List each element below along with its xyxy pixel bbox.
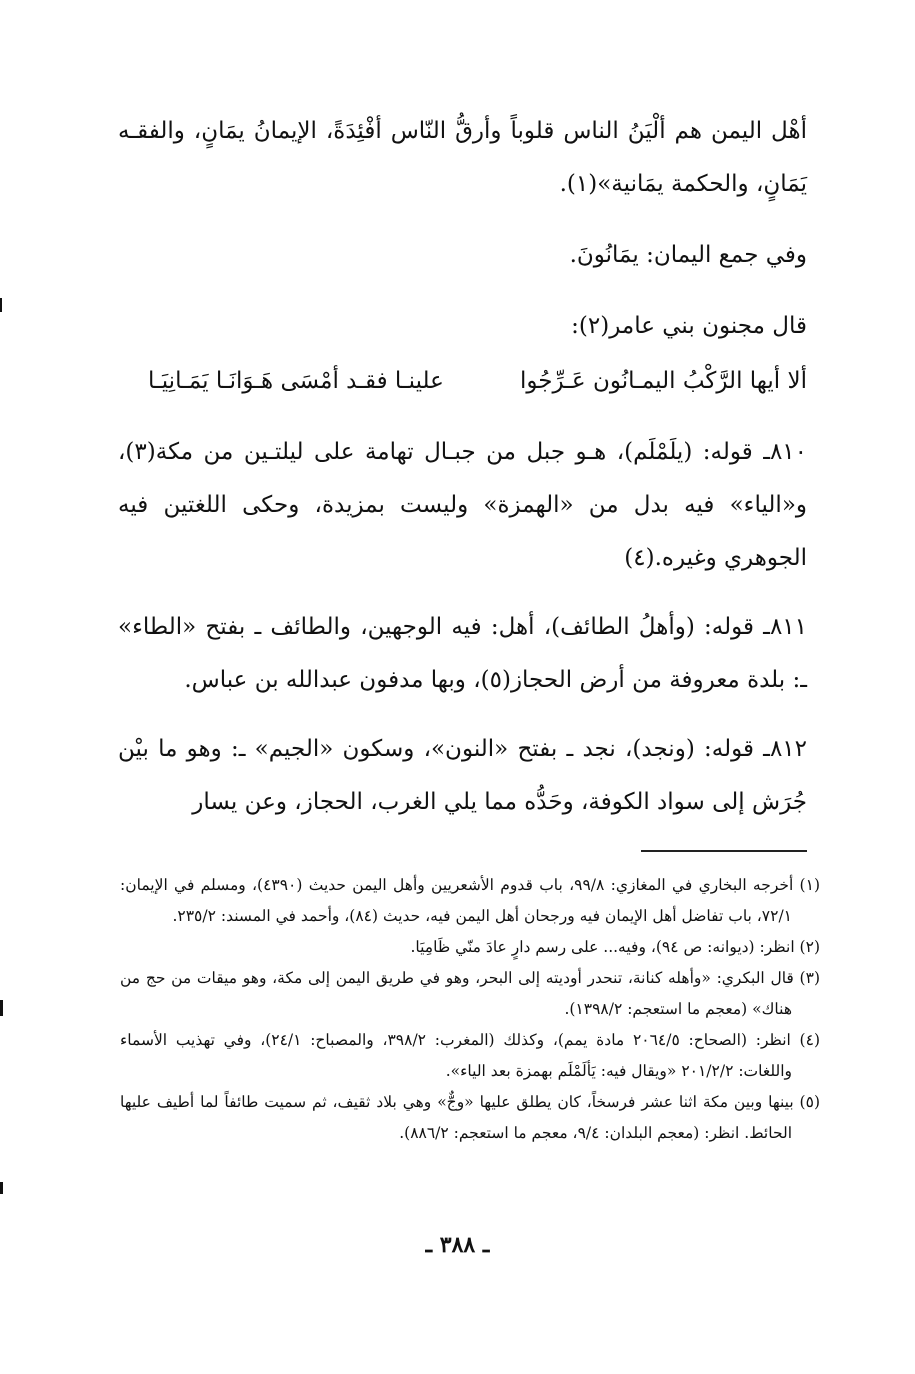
footnotes [120,870,820,1149]
hadith-paragraph: أهْل اليمن هم ألْيَنُ الناس قلوباً وأرقُّ النّاس أفْئِدَةً، الإيمانُ يمَانٍ، والفقـه يَمَانٍ، والحكمة يمَانية»(١). [118,118,807,197]
page-number: ـ ٣٨٨ ـ [425,1232,490,1258]
poem-verse [118,355,807,408]
plural-note: وفي جمع اليمان: يمَانُونَ. [569,242,807,268]
footnote-1: (١) أخرجه البخاري في المغازي: ٩٩/٨، باب قدوم الأشعريين وأهل اليمن حديث (٤٣٩٠)، ومسلم في الإيمان: ٧٢/١، باب تفاضل أهل الإيمان فيه ورجحان أهل اليمن فيه، حديث (٨٤)، وأحمد في المسند: ٢٣٥/٢. [120,876,820,925]
scan-speck [0,1000,3,1016]
entry-812: ٨١٢ـ قوله: (ونجد)، نجد ـ بفتح «النون»، وسكون «الجيم» ـ: وهو ما بيْن جُرَش إلى سواد الكوفة، وحَدُّه مما يلي الغرب، الحجاز، وعن يسار [118,736,807,815]
footnote-3: (٣) قال البكري: «وأهله كنانة، تنحدر أوديته إلى البحر، وهو في طريق اليمن إلى مكة، وهو ميقات من حج من هناك» (معجم ما استعجم: ١٣٩٨/٢). [120,969,820,1018]
footnote-2: (٢) انظر: (ديوانه: ص ٩٤)، وفيه... على رسم دارٍ عادَ منّي ظَامِيَا. [410,938,820,956]
entry-810: ٨١٠ـ قوله: (يلَمْلَم)، هـو جبل من جبـال تهامة على ليلتـين من مكة(٣)، و«الياء» فيه بدل من «الهمزة» وليست بمزيدة، وحكى اللغتين فيه الجوهري وغيره.(٤) [118,439,807,571]
scan-speck [0,298,2,312]
verse-second-hemistich: علينـا فقـد أمْسَى هَـوَانَـا يَمَـانِيَـا [148,368,444,394]
main-text [118,105,807,829]
footnote-separator [641,850,807,852]
poet-intro: قال مجنون بني عامر(٢): [571,313,807,339]
scan-speck [0,1182,3,1194]
verse-first-hemistich: ألا أيها الرَّكْبُ اليمـانُون عَـرِّجُوا [520,368,807,394]
footnote-5: (٥) بينها وبين مكة اثنا عشر فرسخاً، كان يطلق عليها «وجٌّ» وهي بلاد ثقيف، ثم سميت طائفاً لما أطيف عليها الحائط. انظر: (معجم البلدان: ٩/٤، معجم ما استعجم: ٨٨٦/٢). [120,1093,820,1142]
entry-811: ٨١١ـ قوله: (وأهلُ الطائف)، أهل: فيه الوجهين، والطائف ـ بفتح «الطاء» ـ: بلدة معروفة من أرض الحجاز(٥)، وبها مدفون عبدالله بن عباس. [118,614,807,693]
footnote-4: (٤) انظر: (الصحاح: ٢٠٦٤/٥ مادة يمم)، وكذلك (المغرب: ٣٩٨/٢، والمصباح: ٢٤/١)، وفي تهذيب الأسماء واللغات: ٢٠١/٢/٢ «ويقال فيه: يَألَمْلَم بهمزة بعد الياء». [120,1031,820,1080]
